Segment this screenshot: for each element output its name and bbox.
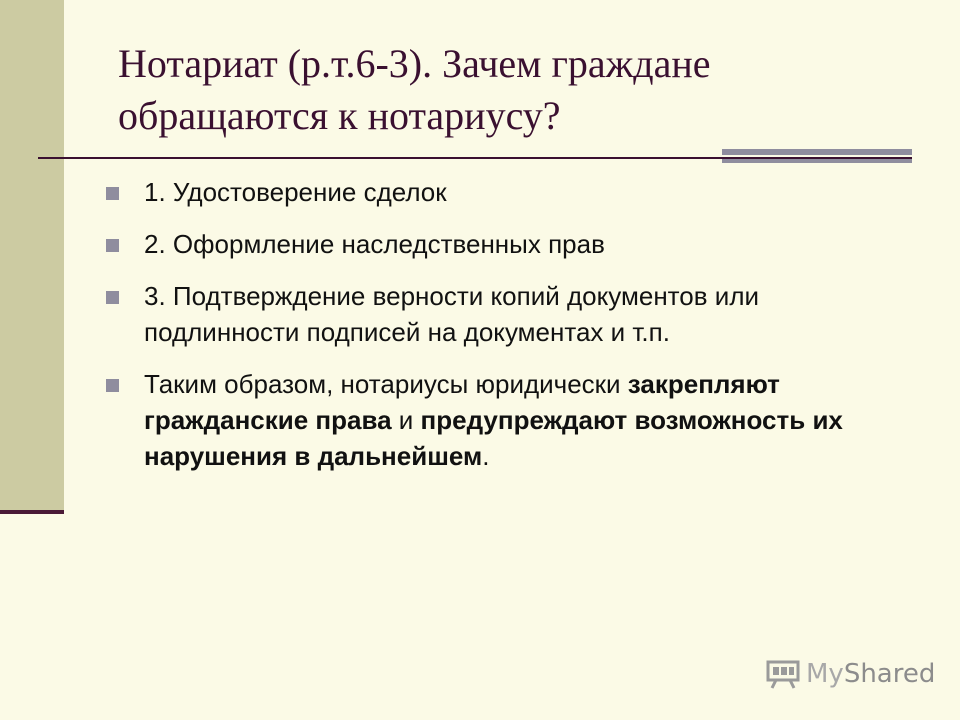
bullet-text: 3. Подтверждение верности копий документов или подлинности подписей на документах и т.п. xyxy=(144,281,760,347)
list-item xyxy=(106,174,886,210)
bullet-text: 2. Оформление наследственных прав xyxy=(144,229,605,259)
summary-bold-2: предупреждают возможность их нарушения в дальнейшем xyxy=(144,405,843,471)
watermark-brand-b: Shared xyxy=(843,659,936,689)
list-item xyxy=(106,278,886,350)
square-bullet-icon xyxy=(106,291,119,304)
list-item xyxy=(106,226,886,262)
list-item-summary xyxy=(106,366,886,474)
summary-bold-1: закрепляют гражданские права xyxy=(144,369,780,435)
title-divider-accent xyxy=(722,149,912,155)
left-band-underline xyxy=(0,510,64,514)
bullet-text: 1. Удостоверение сделок xyxy=(144,177,447,207)
bullet-list xyxy=(106,174,886,490)
summary-text-part-3: . xyxy=(482,441,490,471)
title-line-1: Нотариат (р.т.6-3). Зачем граждане xyxy=(118,41,711,86)
square-bullet-icon xyxy=(106,379,119,392)
watermark-brand-a: My xyxy=(806,659,844,689)
presentation-board-icon xyxy=(766,659,800,689)
summary-text-part-1: Таким образом, нотариусы юридически xyxy=(144,369,628,399)
square-bullet-icon xyxy=(106,187,119,200)
title-line-2: обращаются к нотариусу? xyxy=(118,93,561,138)
slide-title xyxy=(118,38,918,142)
myshared-watermark xyxy=(766,654,935,694)
summary-text-part-2: и xyxy=(391,405,421,435)
title-divider-accent-lower xyxy=(722,159,912,163)
square-bullet-icon xyxy=(106,239,119,252)
left-decorative-band xyxy=(0,0,64,512)
